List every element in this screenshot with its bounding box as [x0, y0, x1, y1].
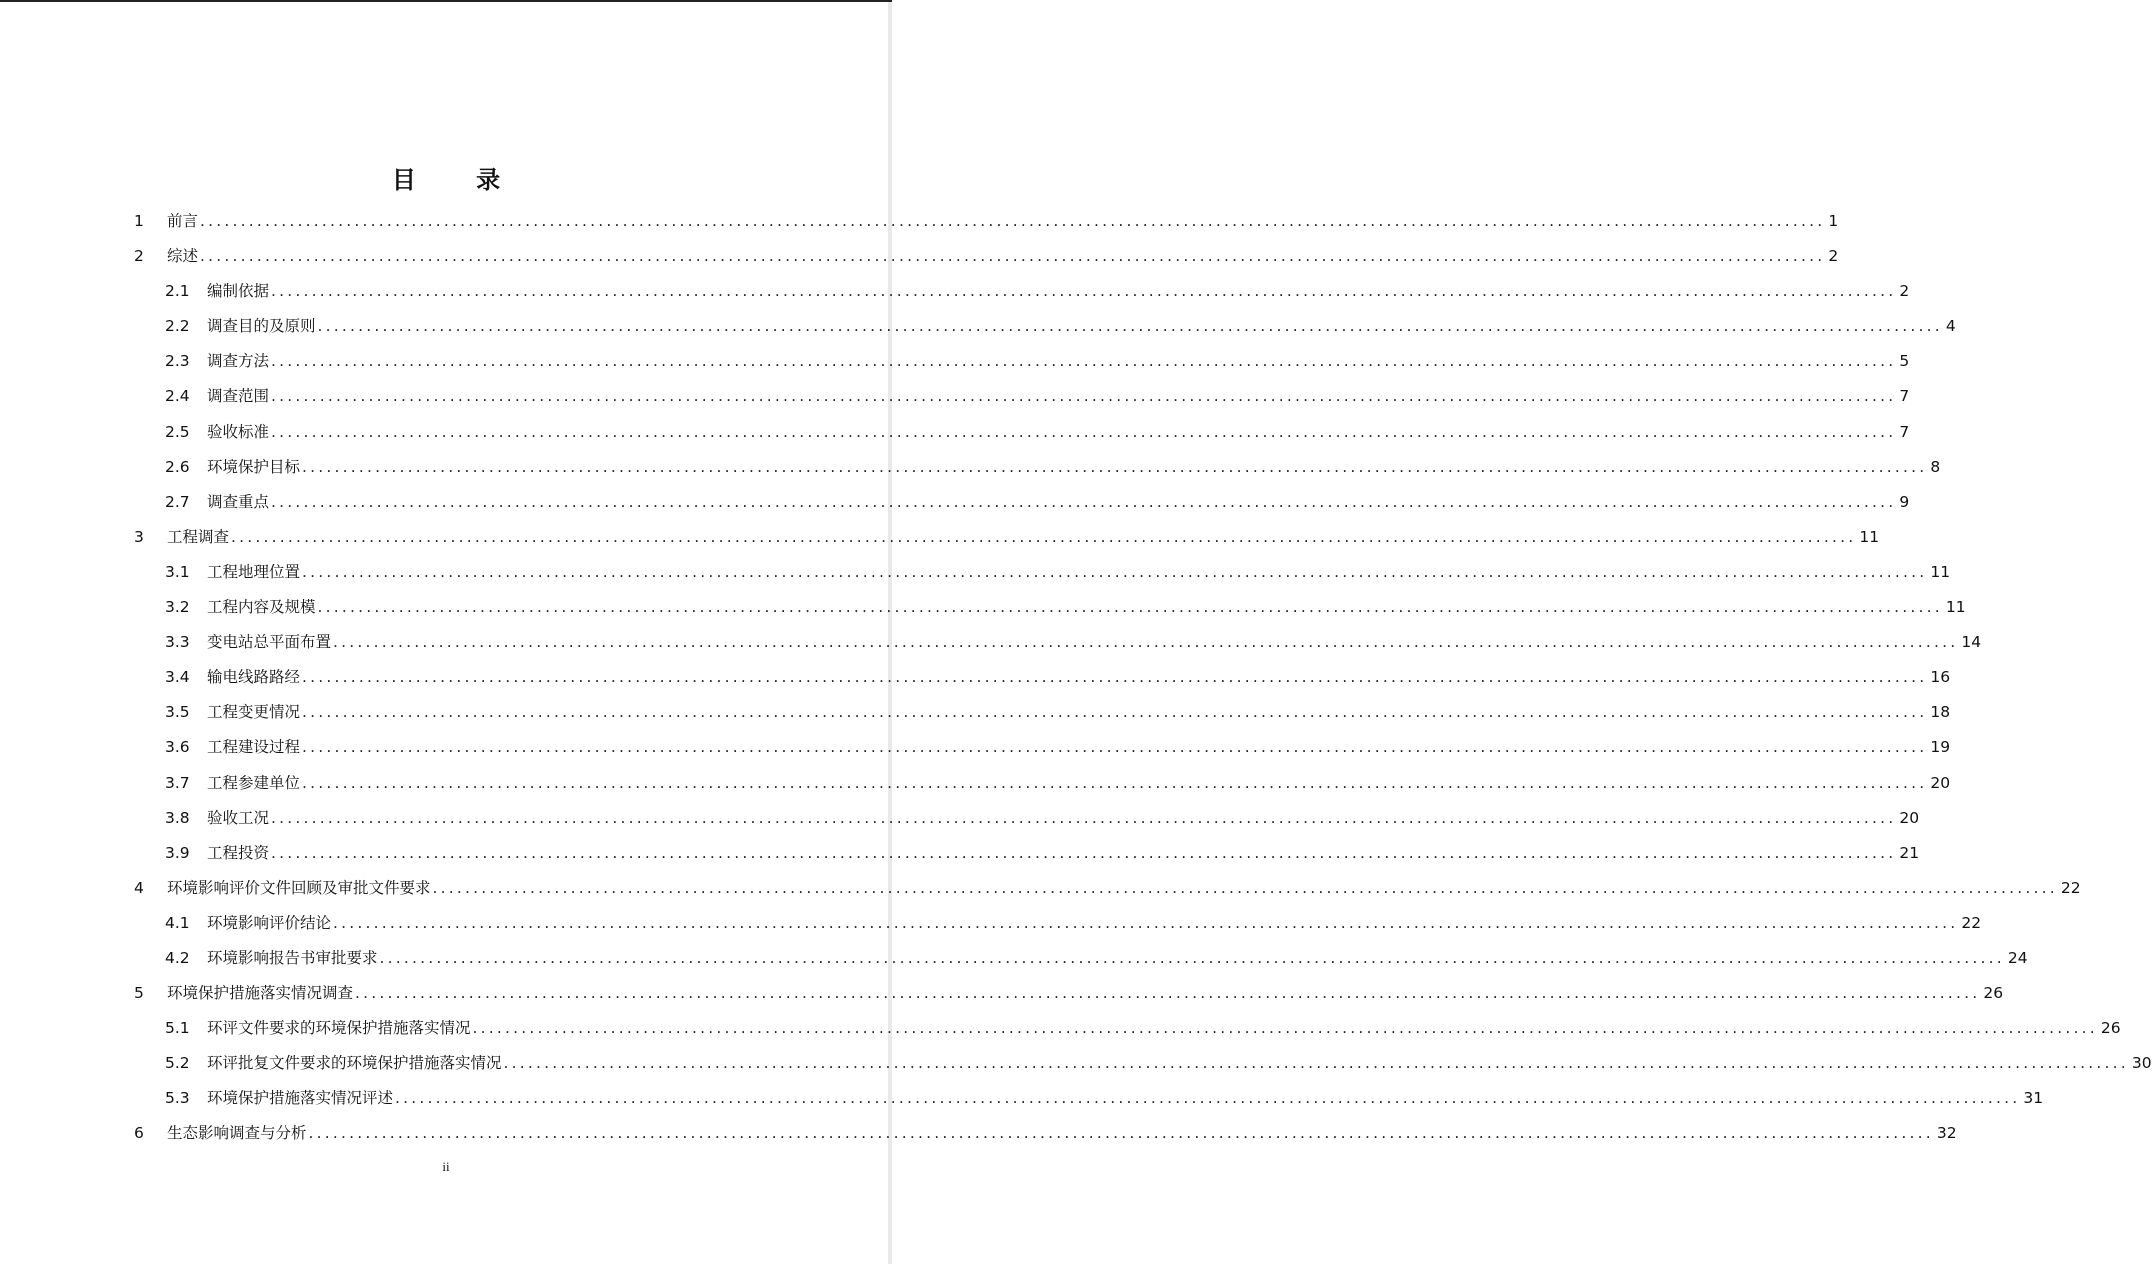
toc-entry-number: 2	[134, 247, 144, 266]
toc-entry-label: 工程地理位置	[207, 562, 301, 581]
toc-dot-leader: ........................................................................................................................................................................................................	[302, 773, 1928, 792]
toc-entry[interactable]	[134, 1011, 2121, 1046]
toc-entry-label: 综述	[167, 247, 199, 266]
toc-entry-page: 2	[1828, 247, 1839, 266]
toc-entry-number: 3.9	[165, 843, 190, 862]
toc-entry-page: 8	[1930, 457, 1941, 476]
toc-entry-label: 环评文件要求的环境保护措施落实情况	[207, 1019, 471, 1038]
toc-dot-leader: ........................................................................................................................................................................................................	[302, 562, 1928, 581]
toc-entry-page: 2	[1899, 282, 1910, 301]
toc-dot-leader: ........................................................................................................................................................................................................	[379, 948, 2005, 967]
toc-entry-page: 4	[1945, 317, 1956, 336]
toc-entry-label: 验收工况	[207, 808, 270, 827]
toc-dot-leader: ........................................................................................................................................................................................................	[271, 282, 1897, 301]
toc-entry[interactable]	[134, 1081, 2044, 1116]
toc-entry-number: 3.8	[165, 808, 190, 827]
toc-dot-leader: ........................................................................................................................................................................................................	[231, 527, 1857, 546]
toc-entry[interactable]	[134, 730, 1951, 765]
toc-entry-number: 6	[134, 1124, 144, 1143]
toc-entry-label: 工程投资	[207, 843, 270, 862]
toc-entry-label: 变电站总平面布置	[207, 633, 332, 652]
toc-entry-number: 2.4	[165, 387, 190, 406]
toc-entry-number: 2.3	[165, 352, 190, 371]
toc-dot-leader: ........................................................................................................................................................................................................	[271, 387, 1897, 406]
toc-dot-leader: ........................................................................................................................................................................................................	[503, 1054, 2129, 1073]
toc-entry-label: 调查方法	[207, 352, 270, 371]
toc-dot-leader: ........................................................................................................................................................................................................	[355, 984, 1981, 1003]
toc-entry-page: 11	[1930, 562, 1951, 581]
toc-entry-number: 3.6	[165, 738, 190, 757]
toc-dot-leader: ........................................................................................................................................................................................................	[317, 598, 1943, 617]
toc-dot-leader: ........................................................................................................................................................................................................	[271, 422, 1897, 441]
toc-entry-number: 5.3	[165, 1089, 190, 1108]
toc-entry-page: 7	[1899, 422, 1910, 441]
toc-entry[interactable]	[134, 906, 1982, 941]
toc-entry-page: 9	[1899, 492, 1910, 511]
toc-dot-leader: ........................................................................................................................................................................................................	[432, 878, 2058, 897]
toc-entry[interactable]	[134, 976, 2004, 1011]
toc-entry-page: 14	[1961, 633, 1982, 652]
toc-entry-number: 4.1	[165, 913, 190, 932]
toc-dot-leader: ........................................................................................................................................................................................................	[271, 843, 1897, 862]
toc-entry-label: 工程调查	[167, 527, 230, 546]
toc-dot-leader: ........................................................................................................................................................................................................	[271, 352, 1897, 371]
toc-entry[interactable]	[134, 941, 2028, 976]
table-of-contents	[134, 204, 2152, 1152]
toc-entry[interactable]	[134, 415, 1910, 450]
toc-entry[interactable]	[134, 695, 1951, 730]
toc-entry-number: 2.5	[165, 422, 190, 441]
toc-entry[interactable]	[134, 204, 1839, 239]
toc-entry[interactable]	[134, 801, 1920, 836]
toc-entry[interactable]	[134, 520, 1880, 555]
toc-entry[interactable]	[134, 590, 1966, 625]
toc-dot-leader: ........................................................................................................................................................................................................	[317, 317, 1943, 336]
toc-entry-number: 3.1	[165, 562, 190, 581]
toc-entry[interactable]	[134, 1046, 2152, 1081]
toc-entry[interactable]	[134, 274, 1910, 309]
toc-entry-number: 3.4	[165, 668, 190, 687]
toc-entry[interactable]	[134, 871, 2081, 906]
toc-dot-leader: ........................................................................................................................................................................................................	[308, 1124, 1934, 1143]
toc-dot-leader: ........................................................................................................................................................................................................	[200, 247, 1826, 266]
toc-entry-label: 验收标准	[207, 422, 270, 441]
toc-dot-leader: ........................................................................................................................................................................................................	[333, 633, 1959, 652]
toc-dot-leader: ........................................................................................................................................................................................................	[333, 913, 1959, 932]
toc-dot-leader: ........................................................................................................................................................................................................	[472, 1019, 2098, 1038]
toc-entry-page: 20	[1899, 808, 1920, 827]
toc-entry-number: 3.5	[165, 703, 190, 722]
toc-entry[interactable]	[134, 836, 1920, 871]
toc-entry-label: 环境影响评价文件回顾及审批文件要求	[167, 878, 431, 897]
toc-entry-page: 11	[1945, 598, 1966, 617]
toc-entry-page: 32	[1936, 1124, 1957, 1143]
toc-entry-page: 1	[1828, 212, 1839, 230]
toc-entry-page: 11	[1859, 527, 1880, 546]
toc-entry-number: 4	[134, 878, 144, 897]
toc-entry-label: 环境影响评价结论	[207, 913, 332, 932]
toc-entry-page: 18	[1930, 703, 1951, 722]
toc-entry[interactable]	[134, 1116, 1957, 1151]
toc-entry-label: 环境保护目标	[207, 457, 301, 476]
toc-entry-label: 工程变更情况	[207, 703, 301, 722]
toc-dot-leader: ........................................................................................................................................................................................................	[302, 738, 1928, 757]
toc-entry[interactable]	[134, 239, 1839, 274]
toc-entry[interactable]	[134, 485, 1910, 520]
toc-entry-label: 调查范围	[207, 387, 270, 406]
toc-dot-leader: ........................................................................................................................................................................................................	[395, 1089, 2021, 1108]
toc-entry-label: 调查目的及原则	[207, 317, 316, 336]
toc-entry-page: 30	[2131, 1054, 2152, 1073]
toc-entry-page: 20	[1930, 773, 1951, 792]
toc-entry-number: 2.1	[165, 282, 190, 301]
toc-entry-label: 输电线路路经	[207, 668, 301, 687]
toc-entry-label: 环境保护措施落实情况评述	[207, 1089, 394, 1108]
toc-entry-number: 4.2	[165, 948, 190, 967]
toc-entry-page: 22	[2060, 878, 2081, 897]
toc-entry-number: 5	[134, 984, 144, 1003]
toc-entry-number: 3.2	[165, 598, 190, 617]
toc-dot-leader: ........................................................................................................................................................................................................	[302, 703, 1928, 722]
toc-entry-page: 24	[2007, 948, 2028, 967]
toc-entry-page: 7	[1899, 387, 1910, 406]
toc-entry-label: 调查重点	[207, 492, 270, 511]
toc-dot-leader: ........................................................................................................................................................................................................	[302, 457, 1928, 476]
toc-entry-label: 环评批复文件要求的环境保护措施落实情况	[207, 1054, 502, 1073]
toc-entry-label: 工程参建单位	[207, 773, 301, 792]
toc-entry-page: 5	[1899, 352, 1910, 371]
toc-entry-number: 3.7	[165, 773, 190, 792]
toc-entry-page: 26	[2100, 1019, 2121, 1038]
toc-title: 目 录	[391, 166, 527, 194]
toc-dot-leader: ........................................................................................................................................................................................................	[302, 668, 1928, 687]
toc-entry[interactable]	[134, 555, 1951, 590]
toc-dot-leader: ........................................................................................................................................................................................................	[271, 808, 1897, 827]
toc-entry-label: 工程内容及规模	[207, 598, 316, 617]
page-number: ii	[442, 1159, 450, 1174]
toc-entry-page: 19	[1930, 738, 1951, 757]
toc-entry[interactable]	[134, 450, 1941, 485]
toc-entry-number: 2.6	[165, 457, 190, 476]
toc-entry-label: 生态影响调查与分析	[167, 1124, 307, 1143]
toc-entry-label: 前言	[167, 212, 199, 230]
toc-entry[interactable]	[134, 660, 1951, 695]
toc-entry-number: 1	[134, 212, 144, 230]
toc-entry-number: 3.3	[165, 633, 190, 652]
toc-entry-page: 16	[1930, 668, 1951, 687]
toc-entry-label: 环境保护措施落实情况调查	[167, 984, 354, 1003]
toc-entry-page: 26	[1983, 984, 2004, 1003]
toc-entry-page: 22	[1961, 913, 1982, 932]
toc-entry[interactable]	[134, 766, 1951, 801]
toc-entry-label: 环境影响报告书审批要求	[207, 948, 378, 967]
toc-entry-number: 5.2	[165, 1054, 190, 1073]
toc-entry-page: 31	[2023, 1089, 2044, 1108]
toc-entry[interactable]	[134, 344, 1910, 379]
toc-entry[interactable]	[134, 625, 1982, 660]
toc-entry-label: 编制依据	[207, 282, 270, 301]
toc-dot-leader: ........................................................................................................................................................................................................	[200, 212, 1826, 230]
toc-entry-number: 2.2	[165, 317, 190, 336]
toc-entry-label: 工程建设过程	[207, 738, 301, 757]
toc-dot-leader: ........................................................................................................................................................................................................	[271, 492, 1897, 511]
toc-entry-page: 21	[1899, 843, 1920, 862]
toc-entry-number: 5.1	[165, 1019, 190, 1038]
toc-entry[interactable]	[134, 379, 1910, 414]
toc-entry-number: 2.7	[165, 492, 190, 511]
toc-entry[interactable]	[134, 309, 1956, 344]
toc-entry-number: 3	[134, 527, 144, 546]
